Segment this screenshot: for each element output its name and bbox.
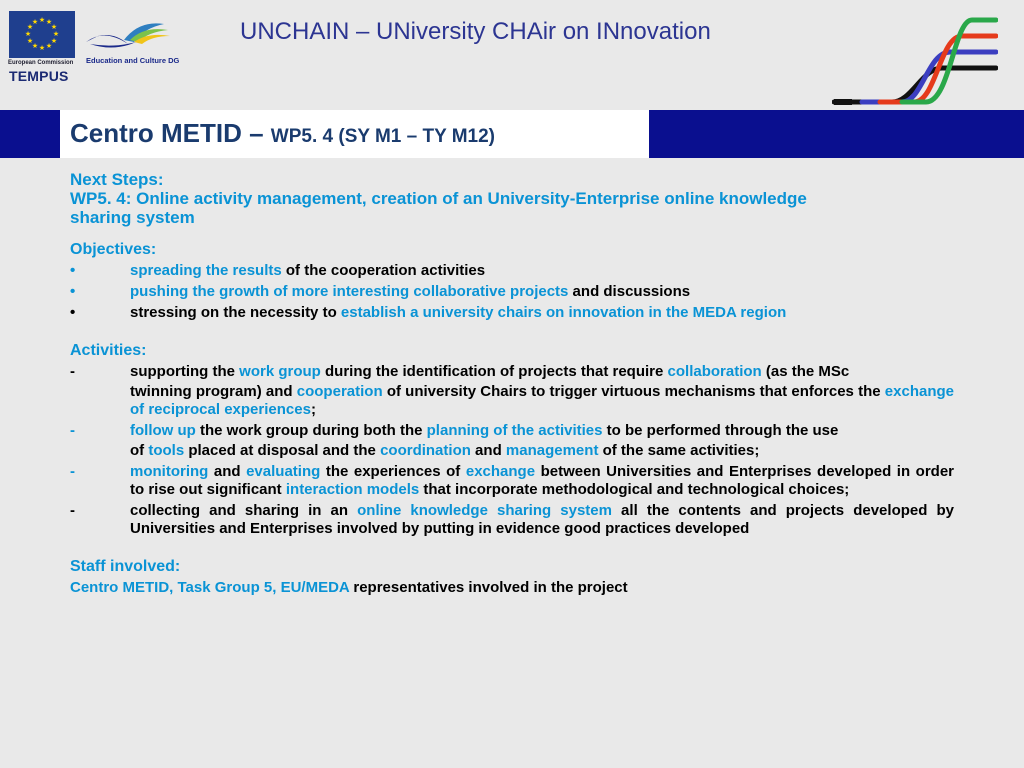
activity-item bbox=[70, 363, 954, 419]
activity-text: that incorporate methodological and technological choices; bbox=[419, 481, 850, 498]
activity-item bbox=[70, 463, 954, 499]
bullet-marker: • bbox=[70, 304, 76, 321]
next-steps-text: WP5. 4: Online activity management, creation of an University-Enterprise online knowledge sharing system bbox=[70, 189, 807, 227]
activity-highlight: tools bbox=[148, 442, 185, 459]
dash-marker: - bbox=[70, 363, 75, 380]
education-culture-label: Education and Culture DG bbox=[86, 56, 180, 65]
header-title: UNCHAIN – UNiversity CHAir on INnovation bbox=[240, 18, 711, 45]
objective-highlight: spreading the results bbox=[130, 262, 282, 279]
activity-highlight: follow up bbox=[130, 422, 196, 439]
activity-text: supporting the bbox=[130, 363, 240, 380]
objective-highlight: establish a university chairs on innovation in the MEDA region bbox=[340, 304, 787, 321]
svg-text:★: ★ bbox=[50, 23, 58, 31]
activity-highlight: work group bbox=[239, 363, 321, 380]
activity-text: between Universities and Enterprises developed in order to rise out significant bbox=[130, 463, 954, 498]
tempus-label: TEMPUS bbox=[9, 68, 69, 84]
activity-highlight: planning of the activities bbox=[426, 422, 603, 439]
eu-flag-icon bbox=[9, 11, 75, 58]
activity-text: twinning program) and bbox=[130, 383, 297, 400]
objective-text: stressing on the necessity to bbox=[130, 304, 341, 321]
activity-text: during the identification of projects that require bbox=[320, 363, 668, 380]
slide-title bbox=[70, 118, 495, 149]
slide-title-main: Centro METID – bbox=[70, 118, 271, 148]
svg-text:★: ★ bbox=[45, 18, 53, 26]
activity-line bbox=[130, 442, 954, 460]
activity-highlight: management bbox=[505, 442, 599, 459]
activity-text: (as the MSc bbox=[761, 363, 850, 380]
activity-text: ; bbox=[310, 401, 316, 418]
activity-text: placed at disposal and the bbox=[184, 442, 381, 459]
svg-text:★: ★ bbox=[31, 42, 39, 50]
activity-highlight: coordination bbox=[380, 442, 471, 459]
activity-text: and bbox=[470, 442, 506, 459]
activity-item bbox=[70, 422, 954, 460]
activity-item bbox=[70, 502, 954, 538]
svg-text:★: ★ bbox=[38, 44, 46, 52]
activity-text: all the contents and projects developed by Universities and Enterprises involved by putting in evidence good practices developed bbox=[130, 502, 954, 537]
objective-item bbox=[70, 262, 954, 280]
bullet-marker: • bbox=[70, 262, 76, 279]
dash-marker: - bbox=[70, 463, 75, 480]
activity-highlight: exchange bbox=[465, 463, 536, 480]
svg-text:★: ★ bbox=[50, 37, 58, 45]
activity-text: of bbox=[130, 442, 149, 459]
objectives-heading: Objectives: bbox=[70, 241, 157, 258]
svg-text:★: ★ bbox=[26, 23, 34, 31]
svg-text:★: ★ bbox=[45, 42, 53, 50]
svg-text:★: ★ bbox=[52, 30, 60, 38]
activity-text: and bbox=[208, 463, 247, 480]
activity-text: the work group during both the bbox=[195, 422, 427, 439]
activity-text: of the same activities; bbox=[598, 442, 760, 459]
activity-text: collecting and sharing in an bbox=[130, 502, 358, 519]
objective-item bbox=[70, 304, 954, 322]
svg-text:★: ★ bbox=[24, 30, 32, 38]
objective-text: and discussions bbox=[568, 283, 691, 300]
education-culture-logo-icon bbox=[84, 18, 174, 59]
activity-line bbox=[130, 383, 954, 419]
objective-highlight: pushing the growth of more interesting collaborative projects bbox=[130, 283, 569, 300]
svg-text:★: ★ bbox=[31, 18, 39, 26]
slide-content bbox=[70, 170, 954, 597]
activity-highlight: monitoring bbox=[130, 463, 209, 480]
bullet-marker: • bbox=[70, 283, 76, 300]
svg-text:★: ★ bbox=[26, 37, 34, 45]
activity-highlight: online knowledge sharing system bbox=[357, 502, 612, 519]
activities-heading: Activities: bbox=[70, 342, 147, 359]
staff-text: representatives involved in the project bbox=[349, 579, 628, 596]
activity-highlight: collaboration bbox=[667, 363, 762, 380]
activity-highlight: interaction models bbox=[285, 481, 420, 498]
staff-heading: Staff involved: bbox=[70, 558, 181, 575]
svg-text:★: ★ bbox=[38, 16, 46, 24]
ec-label: European Commission bbox=[8, 60, 74, 66]
objective-item bbox=[70, 283, 954, 301]
activity-text: of university Chairs to trigger virtuous mechanisms that enforces the bbox=[382, 383, 885, 400]
next-steps-heading: Next Steps: bbox=[70, 170, 164, 189]
activity-highlight: exchange of reciprocal experiences bbox=[130, 383, 954, 418]
unchain-logo-icon bbox=[832, 16, 998, 111]
staff-line bbox=[70, 579, 954, 597]
staff-highlight: Centro METID, Task Group 5, EU/MEDA bbox=[70, 579, 350, 596]
slide-title-sub: WP5. 4 (SY M1 – TY M12) bbox=[270, 126, 496, 147]
activity-text: the experiences of bbox=[320, 463, 466, 480]
activity-highlight: cooperation bbox=[296, 383, 383, 400]
activity-highlight: evaluating bbox=[246, 463, 321, 480]
dash-marker: - bbox=[70, 502, 75, 519]
objective-text: of the cooperation activities bbox=[281, 262, 486, 279]
dash-marker: - bbox=[70, 422, 75, 439]
activity-text: to be performed through the use bbox=[602, 422, 839, 439]
